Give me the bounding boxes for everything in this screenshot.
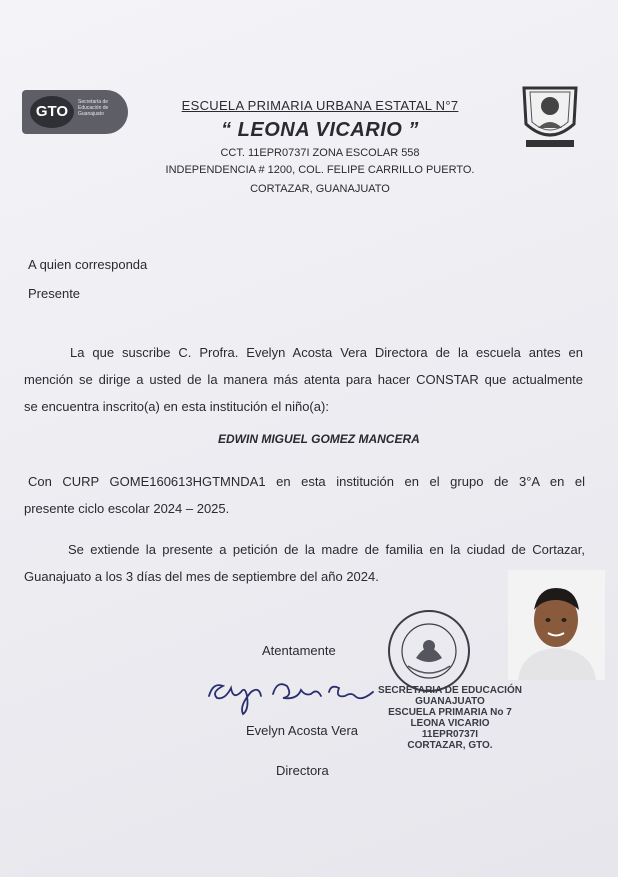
paragraph-2-line-2: presente ciclo escolar 2024 – 2025. (24, 501, 230, 516)
closing-atentamente: Atentamente (262, 643, 336, 658)
paragraph-3-line-1: Se extiende la presente a petición de la madre de familia en la ciudad de Cortazar, (68, 542, 585, 557)
paragraph-1-line-2: mención se dirige a usted de la manera más atenta para hacer CONSTAR que actualmente (24, 372, 583, 387)
school-name: “ LEONA VICARIO ” (221, 119, 419, 141)
school-crest-icon (516, 76, 584, 152)
paragraph-1-line-1: La que suscribe C. Profra. Evelyn Acosta Vera Directora de la escuela antes en (70, 345, 583, 360)
gto-logo-mark: GTO (30, 96, 74, 128)
stamp-line-4: LEONA VICARIO (410, 718, 490, 729)
stamp-line-1: SECRETARIA DE EDUCACIÓN (378, 685, 522, 696)
gto-logo-subtitle: Secretaría de Educación de Guanajuato (78, 99, 109, 117)
stamp-line-2: GUANAJUATO (415, 696, 485, 707)
stamp-line-3: ESCUELA PRIMARIA No 7 (388, 707, 512, 718)
student-photo-icon (508, 570, 605, 680)
paragraph-3-line-2: Guanajuato a los 3 días del mes de septiembre del año 2024. (24, 569, 379, 584)
official-seal-icon (386, 608, 472, 694)
signer-name: Evelyn Acosta Vera (246, 723, 359, 738)
header-line-1: ESCUELA PRIMARIA URBANA ESTATAL N°7 (181, 98, 459, 113)
greeting-line: A quien corresponda (28, 257, 148, 272)
stamp-text (370, 685, 530, 751)
header-city-line: CORTAZAR, GUANAJUATO (250, 183, 390, 195)
header-cct-line: CCT. 11EPR0737I ZONA ESCOLAR 558 (220, 147, 420, 159)
stamp-line-6: CORTAZAR, GTO. (407, 740, 493, 751)
paragraph-1-line-3: se encuentra inscrito(a) en esta institución el niño(a): (24, 399, 329, 414)
student-photo (508, 570, 605, 680)
paragraph-2-line-1: Con CURP GOME160613HGTMNDA1 en esta institución en el grupo de 3°A en el (28, 474, 585, 489)
signer-role: Directora (276, 763, 329, 778)
greeting-presente: Presente (28, 286, 81, 301)
header-address-line: INDEPENDENCIA # 1200, COL. FELIPE CARRILLO PUERTO. (165, 164, 475, 176)
stamp-line-5: 11EPR0737I (421, 729, 479, 740)
student-name: EDWIN MIGUEL GOMEZ MANCERA (218, 432, 420, 446)
signature-icon (203, 666, 383, 718)
